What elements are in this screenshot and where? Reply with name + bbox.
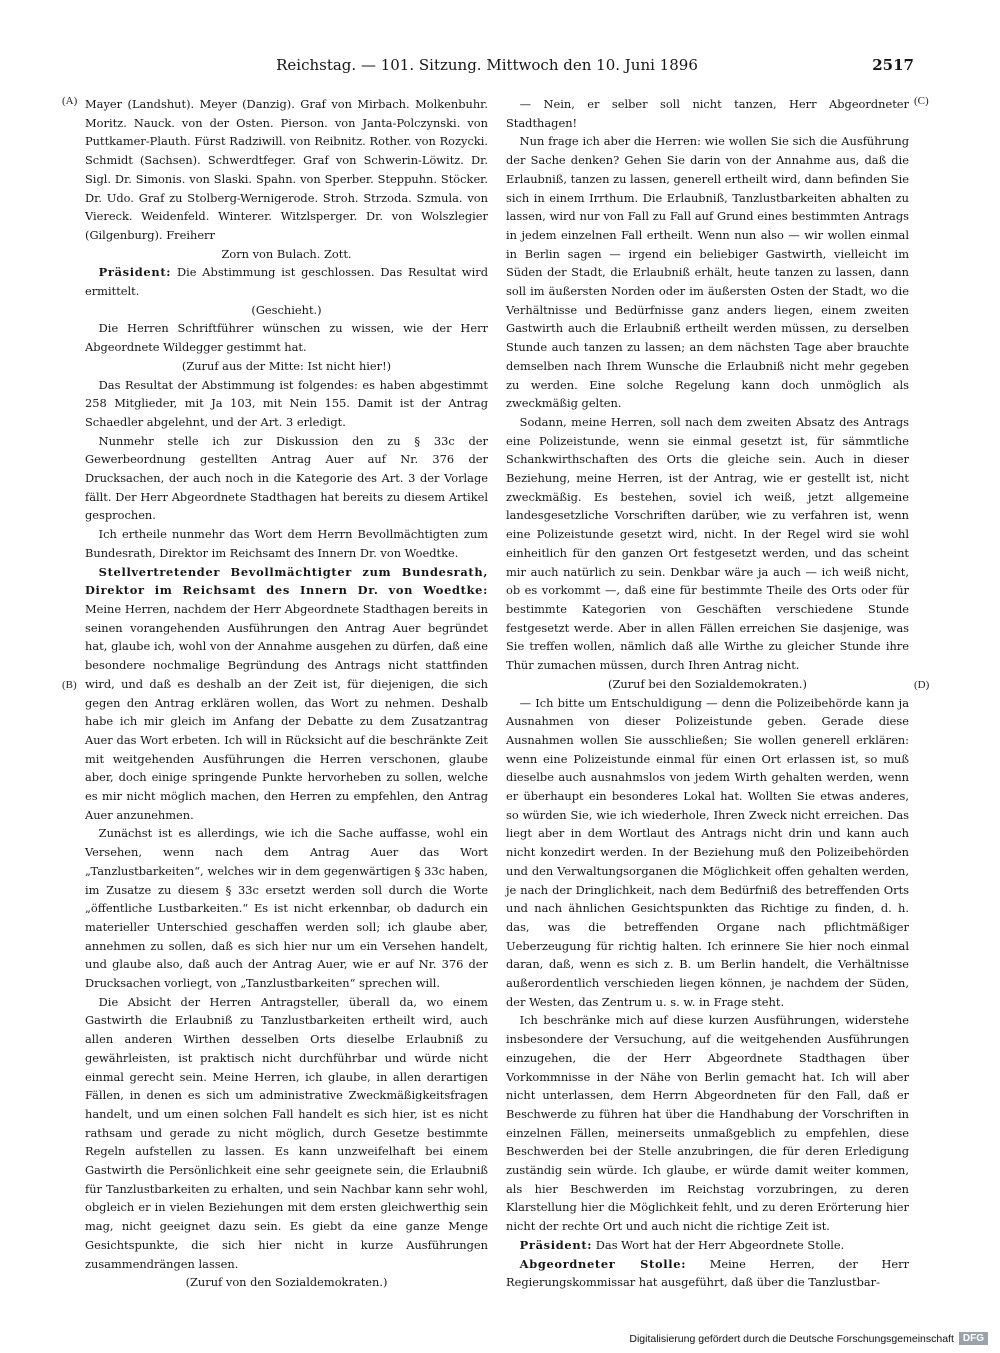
paragraph: Zunächst ist es allerdings, wie ich die Sache auffasse, wohl ein Versehen, wenn nach dem Antrag Auer das Wort „Tanzlustbarkeiten“, welches wir in dem gegenwärtigen § 33c haben, im Zusatze zu diesem § 33c ersetzt werden soll durch die Worte „öffentliche Lustbarkeiten.“ Es ist nicht erkennbar, ob dadurch ein materieller Unterschied geschaffen werden soll; ich glaube aber, annehmen zu sollen, daß es sich hier nur um ein Versehen handelt, und glaube also, daß auch der Antrag Auer, wie er auf Nr. 376 der Drucksachen vorliegt, von „Tanzlustbarkeiten“ sprechen will. <box>85 826 488 991</box>
speech-text: Meine Herren, der Herr Regierungskommissar hat ausgeführt, daß über die Tanzlustbar- <box>506 1256 910 1290</box>
left-column <box>85 95 488 1292</box>
speech-paragraph <box>85 263 488 300</box>
interjection: (Zuruf bei den Sozialdemokraten.) <box>608 676 807 691</box>
speaker-label: Präsident: <box>98 265 172 280</box>
speech-text: Meine Herren, nachdem der Herr Abgeordnete Stadthagen bereits in seinen vorangehenden Ausführungen den Antrag Auer begründet hat, glaube ich, wohl von der Annahme ausgehen zu dürfen, daß eine besondere nochmalige Begründung des Antrags nicht stattfinden wird, und daß es deshalb an der Zeit ist, für diejenigen, die sich gegen den Antrag erklären wollen, das Wort zu nehmen. Deshalb habe ich mir gleich im Anfang der Debatte zu dem Zusatzantrag Auer das Wort erbeten. Ich will in Rücksicht auf die beschränkte Zeit mit weitgehenden Ausführungen die Herren verschonen, glaube aber, doch einige springende Punkte hervorheben zu sollen, welche es mir nicht möglich machen, den Herren zu empfehlen, den Antrag Auer anzunehmen. <box>85 601 488 822</box>
paragraph: — Ich bitte um Entschuldigung — denn die Polizeibehörde kann ja Ausnahmen von dieser Polizeistunde geben. Gerade diese Ausnahmen wollen Sie ausschließen; Sie wollen generell erklären: wenn eine Polizeistunde einmal für einen Ort erlassen ist, so muß dieselbe auch ausnahmslos von jedem Wirth gehalten werden, wenn er überhaupt ein besonderes Lokal hat. Wollten Sie etwas anderes, so würden Sie, wie ich wiederhole, Ihren Zweck nicht erreichen. Das liegt aber in dem Wortlaut des Antrags nicht drin und kann auch nicht konzedirt werden. In der Beziehung muß den Polizeibehörden und den Verwaltungsorganen die Möglichkeit offen gehalten werden, je nach der Dringlichkeit, nach dem Bedürfniß des betreffenden Orts und nach ähnlichen Gesichtspunkten das Richtige zu finden, d. h. das, was die betreffenden Organe nach pflichtmäßiger Ueberzeugung für richtig halten. Ich erinnere Sie hier noch einmal daran, daß, wenn es sich z. B. um Berlin handelt, die Verhältnisse außerordentlich verschieden liegen können, je nachdem der Süden, der Westen, das Zentrum u. s. w. in Frage steht. <box>506 695 909 1009</box>
speaker-label: Stellvertretender Bevollmächtigter zum Bundesrath, Direktor im Reichsamt des Innern Dr. von Woedtke: <box>85 564 488 598</box>
speech-text: Die Abstimmung ist geschlossen. Das Resultat wird ermittelt. <box>85 265 488 299</box>
paragraph: Die Herren Schriftführer wünschen zu wissen, wie der Herr Abgeordnete Wildegger gestimmt hat. <box>85 321 488 355</box>
speech-text: Das Wort hat der Herr Abgeordnete Stolle. <box>595 1237 845 1252</box>
paragraph: Nunmehr stelle ich zur Diskussion den zu § 33c der Gewerbeordnung gestellten Antrag Auer auf Nr. 376 der Drucksachen, der auch noch in die Kategorie des Art. 3 der Vorlage fällt. Der Herr Abgeordnete Stadthagen hat bereits zu diesem Artikel gesprochen. <box>85 433 488 523</box>
running-title: Reichstag. — 101. Sitzung. Mittwoch den 10. Juni 1896 <box>276 56 698 74</box>
margin-mark-b: (B) <box>62 679 77 691</box>
paragraph: — Nein, er selber soll nicht tanzen, Herr Abgeordneter Stadthagen! <box>506 97 909 130</box>
margin-mark-c: (C) <box>914 95 929 107</box>
margin-mark-a: (A) <box>62 95 78 107</box>
speech-paragraph <box>506 1255 909 1292</box>
name-list: Mayer (Landshut). Meyer (Danzig). Graf von Mirbach. Molkenbuhr. Moritz. Nauck. von der Osten. Pierson. von Janta-Polczynski. von Puttkamer-Plauth. Fürst Radziwill. von Reibnitz. Rother. von Rozycki. Schmidt (Sachsen). Schwerdtfeger. Graf von Schwerin-Löwitz. Dr. Sigl. Dr. Simonis. von Slaski. Spahn. von Sperber. Steppuhn. Stöcker. Dr. Udo. Graf zu Stolberg-Wernigerode. Stroh. Strzoda. Szmula. von Viereck. Weidenfeld. Winterer. Witzlsperger. Dr. von Wolszlegier (Gilgenburg). Freiherr <box>85 97 488 242</box>
footer-credit: Digitalisierung gefördert durch die Deutsche Forschungsgemeinschaft <box>629 1332 954 1345</box>
speech-paragraph <box>506 1236 909 1255</box>
speaker-label: Präsident: <box>519 1237 593 1252</box>
paragraph: Die Absicht der Herren Antragsteller, überall da, wo einem Gastwirth die Erlaubniß zu Tanzlustbarkeiten ertheilt wird, auch allen anderen Wirthen desselben Orts dieselbe Erlaubniß zu gewährleisten, ist praktisch nicht durchführbar und würde nicht einmal gerecht sein. Meine Herren, ich glaube, in allen derartigen Fällen, in denen es sich um administrative Zweckmäßigkeitsfragen handelt, und um einen solchen Fall handelt es sich hier, ist es nicht rathsam und gerade zu nicht möglich, durch Gesetze bestimmte Regeln aufstellen zu lassen. Es kann unzweifelhaft bei einem Gastwirth die Persönlichkeit eine sehr geeignete sein, die Erlaubniß für Tanzlustbarkeiten zu erhalten, und sein Nachbar kann sehr wohl, obgleich er in vielen Beziehungen mit dem ersten gleichwerthig sein mag, nicht geeignet dazu sein. Es giebt da eine ganze Menge Gesichtspunkte, die sich hier nicht in kurze Ausführungen zusammendrängen lassen. <box>85 994 488 1271</box>
paragraph: Sodann, meine Herren, soll nach dem zweiten Absatz des Antrags eine Polizeistunde, wenn sie einmal gesetzt ist, für sämmtliche Schankwirthschaften des Orts die gleiche sein. Auch in dieser Beziehung, meine Herren, ist der Antrag, wie er gestellt ist, nicht zweckmäßig. Es bestehen, soviel ich weiß, jetzt allgemeine landesgesetzliche Vorschriften darüber, wie zu verfahren ist, wenn eine Polizeistunde gesetzt wird, nicht. In der Regel wird sie wohl einheitlich für den ganzen Ort festgesetzt werden, und das scheint mir auch natürlich zu sein. Denkbar wäre ja auch — ich weiß nicht, ob es vorkommt —, daß eine für bestimmte Theile des Orts oder für bestimmte Kategorien von Geschäften verschiedene Stunde festgesetzt werde. Aber in allen Fällen erreichen Sie dasjenige, was Sie treffen wollen, nämlich daß alle Wirthe zu gleicher Stunde ihre Thür zumachen müssen, durch Ihren Antrag nicht. <box>506 414 909 673</box>
paragraph: Ich ertheile nunmehr das Wort dem Herrn Bevollmächtigten zum Bundesrath, Direktor im Reichsamt des Innern Dr. von Woedtke. <box>85 527 488 560</box>
speech-paragraph <box>85 563 488 825</box>
interjection: (Geschieht.) <box>251 302 322 317</box>
speaker-label: Abgeordneter Stolle: <box>519 1256 687 1271</box>
paragraph: Nun frage ich aber die Herren: wie wollen Sie sich die Ausführung der Sache denken? Gehen Sie darin von der Annahme aus, daß die Erlaubniß, tanzen zu lassen, generell ertheilt wird, dann befinden Sie sich in einem Irrthum. Die Erlaubniß, Tanzlustbarkeiten abhalten zu lassen, wird nur von Fall zu Fall auf Grund eines bestimmten Antrags in jedem einzelnen Fall ertheilt. Wenn nun also — wir wollen einmal in Berlin sagen — irgend ein beliebiger Gastwirth, vielleicht im Süden der Stadt, die Erlaubniß erhält, heute tanzen zu lassen, dann soll im äußersten Norden oder im äußersten Osten der Stadt, wo die Verhältnisse und Bedürfnisse ganz anders liegen, einem zweiten Gastwirth auch die Erlaubniß ertheilt werden müssen, zu derselben Stunde auch tanzen zu lassen; an dem nächsten Tage aber brauchte demselben nach Ihrem Wunsche die Erlaubniß nicht mehr gegeben zu werden. Eine solche Regelung kann doch unmöglich als zweckmäßig gelten. <box>506 134 909 411</box>
margin-mark-d: (D) <box>914 679 930 691</box>
interjection: (Zuruf aus der Mitte: Ist nicht hier!) <box>181 358 392 373</box>
interjection: Zorn von Bulach. Zott. <box>221 246 352 261</box>
page-number: 2517 <box>872 56 914 74</box>
paragraph: Ich beschränke mich auf diese kurzen Ausführungen, widerstehe insbesondere der Versuchung, auf die weitgehenden Ausführungen einzugehen, die der Herr Abgeordnete Stadthagen über Vorkommnisse in der Nähe von Berlin gemacht hat. Ich will aber nicht unterlassen, dem Herrn Abgeordneten für den Fall, daß er Beschwerde zu führen hat über die Handhabung der Vorschriften in einzelnen Fällen, meinerseits unmaßgeblich zu empfehlen, diese Beschwerden bei der Stelle anzubringen, die für deren Erledigung zuständig sein würde. Ich glaube, er würde damit weiter kommen, als hier Beschwerden im Reichstag vorzubringen, zu deren Klarstellung hier die Möglichkeit fehlt, und zu deren Erörterung hier nicht der rechte Ort und auch nicht die richtige Zeit ist. <box>506 1013 909 1234</box>
paragraph: Das Resultat der Abstimmung ist folgendes: es haben abgestimmt 258 Mitglieder, mit Ja 103, mit Nein 155. Damit ist der Antrag Schaedler abgelehnt, und der Art. 3 erledigt. <box>85 377 488 429</box>
page-header <box>60 56 914 78</box>
right-column <box>506 95 909 1292</box>
interjection: (Zuruf von den Sozialdemokraten.) <box>185 1275 388 1290</box>
dfg-logo: DFG <box>959 1332 988 1345</box>
page-footer <box>629 1332 988 1345</box>
